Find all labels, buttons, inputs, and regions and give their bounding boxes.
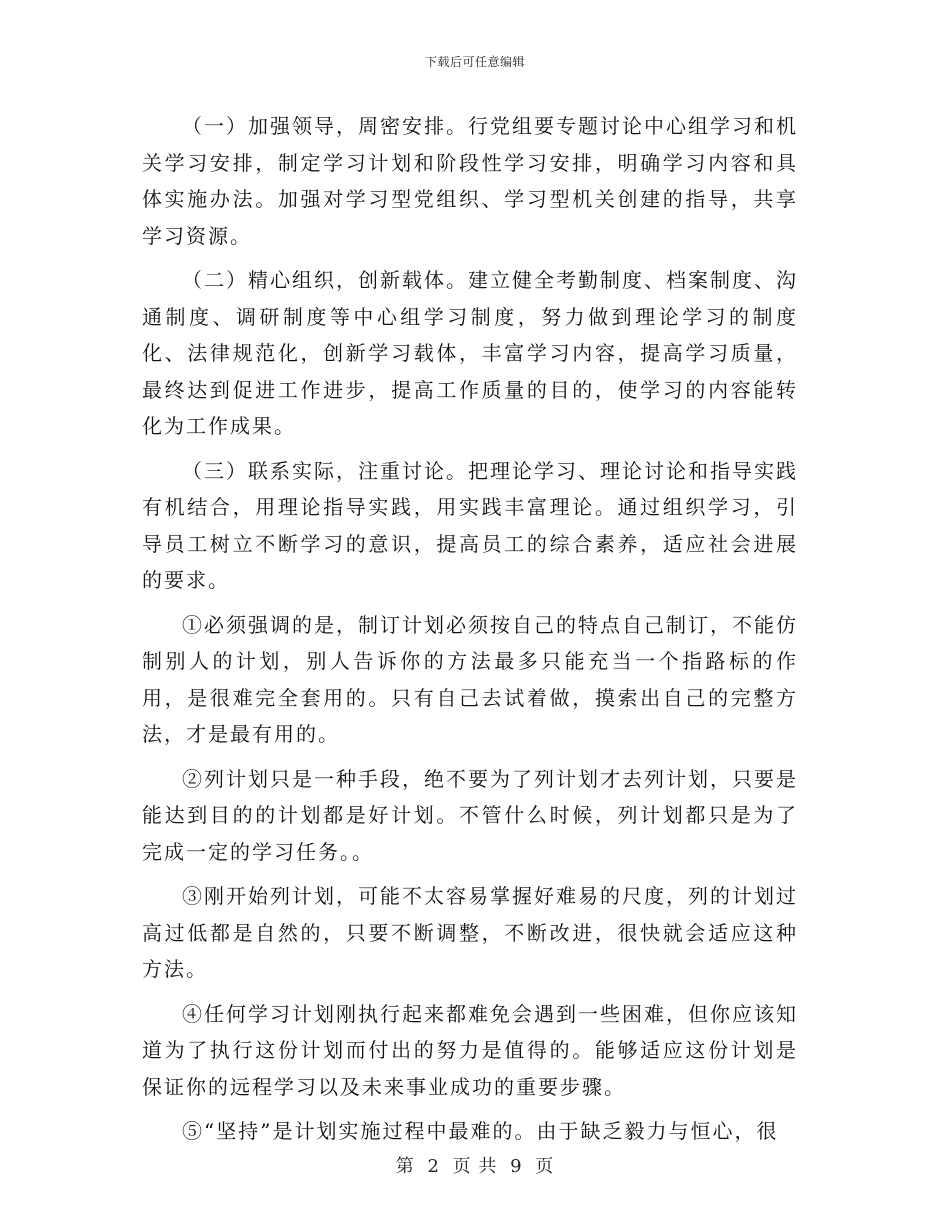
paragraph-2: （二）精心组织，创新载体。建立健全考勤制度、档案制度、沟通制度、调研制度等中心组学习制度，努力做到理论学习的制度化、法律规范化，创新学习载体，丰富学习内容，提高学习质量，最终达到促进工作进步，提高工作质量的目的，使学习的内容能转化为工作成果。 [142,268,798,438]
paragraph-1: （一）加强领导，周密安排。行党组要专题讨论中心组学习和机关学习安排，制定学习计划和阶段性学习安排，明确学习内容和具体实施办法。加强对学习型党组织、学习型机关创建的指导，共享学习资源。 [142,114,798,248]
paragraph-7: ④任何学习计划刚执行起来都难免会遇到一些困难，但你应该知道为了执行这份计划而付出的努力是值得的。能够适应这份计划是保证你的远程学习以及未来事业成功的重要步骤。 [142,1001,798,1099]
paragraph-3: （三）联系实际，注重讨论。把理论学习、理论讨论和指导实践有机结合，用理论指导实践，用实践丰富理论。通过组织学习，引导员工树立不断学习的意识，提高员工的综合素养，适应社会进展的要求。 [142,458,798,592]
paragraph-6: ③刚开始列计划，可能不太容易掌握好难易的尺度，列的计划过高过低都是自然的，只要不断调整，不断改进，很快就会适应这种方法。 [142,884,798,981]
total-page-number: 9 [510,1156,523,1177]
paragraph-4: ①必须强调的是，制订计划必须按自己的特点自己制订，不能仿制别人的计划，别人告诉你的方法最多只能充当一个指路标的作用，是很难完全套用的。只有自己去试着做，摸索出自己的完整方法，才是最有用的。 [142,612,798,746]
document-body [142,108,798,1150]
page-footer [0,1152,950,1178]
footer-middle: 页 共 [452,1156,498,1177]
footer-suffix: 页 [535,1156,555,1177]
paragraph-5: ②列计划只是一种手段，绝不要为了列计划才去列计划，只要是能达到目的的计划都是好计划。不管什么时候，列计划都只是为了完成一定的学习任务。。 [142,766,798,864]
paragraph-8: ⑤“坚持”是计划实施过程中最难的。由于缺乏毅力与恒心，很 [182,1119,779,1143]
page-header: 下载后可任意编辑 [424,55,525,69]
footer-prefix: 第 [395,1156,415,1177]
current-page-number: 2 [427,1156,440,1177]
